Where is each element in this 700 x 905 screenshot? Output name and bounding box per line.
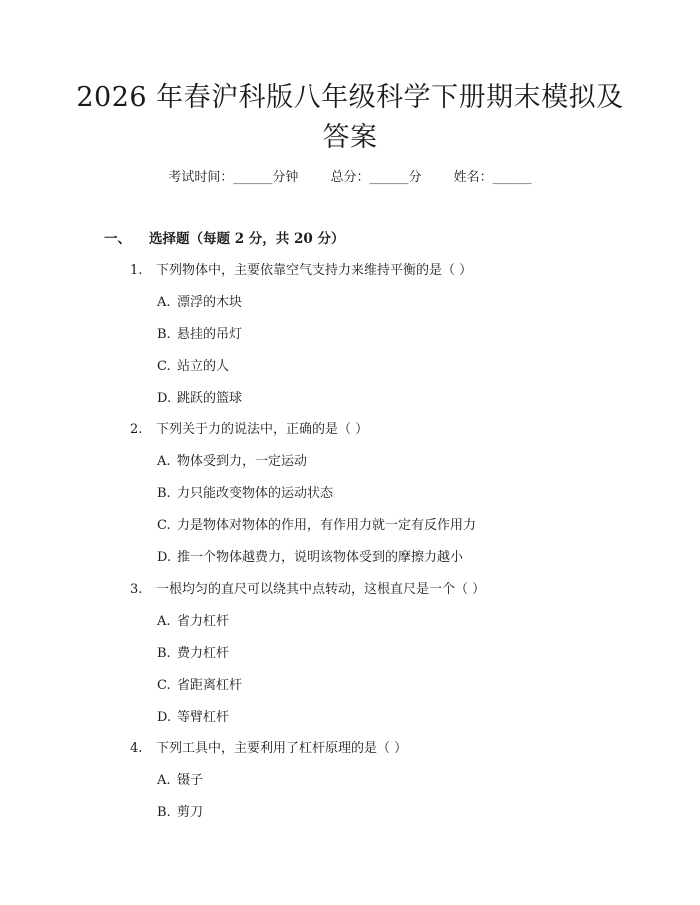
- total-score-label: 总分：______分: [330, 170, 422, 185]
- option-text: 剪刀: [177, 805, 204, 820]
- question-text: 下列关于力的说法中，正确的是（ ）: [156, 422, 369, 437]
- question-text: 一根均匀的直尺可以绕其中点转动，这根直尺是一个（ ）: [156, 582, 486, 597]
- option-letter: B.: [157, 486, 171, 501]
- question-number: 1.: [130, 263, 143, 278]
- option-letter: B.: [157, 805, 171, 820]
- option-letter: A.: [157, 773, 171, 788]
- question-number: 2.: [130, 422, 143, 437]
- option-4a: [157, 771, 203, 791]
- option-letter: B.: [157, 327, 171, 342]
- option-letter: A.: [157, 614, 171, 629]
- option-text: 物体受到力，一定运动: [177, 454, 308, 469]
- option-letter: D.: [157, 391, 172, 406]
- option-text: 推一个物体越费力，说明该物体受到的摩擦力越小: [177, 550, 464, 565]
- option-text: 力是物体对物体的作用，有作用力就一定有反作用力: [177, 518, 477, 533]
- option-letter: C.: [157, 678, 171, 693]
- option-letter: A.: [157, 295, 171, 310]
- exam-info: [0, 168, 700, 188]
- title-line-1: 2026 年春沪科版八年级科学下册期末模拟及: [76, 82, 624, 113]
- question-text: 下列工具中，主要利用了杠杆原理的是（ ）: [156, 741, 408, 756]
- title-line-2: 答案: [322, 122, 378, 153]
- option-4b: [157, 803, 203, 823]
- option-text: 跳跃的篮球: [177, 391, 243, 406]
- option-3c: [157, 676, 242, 696]
- question-text: 下列物体中，主要依靠空气支持力来维持平衡的是（ ）: [156, 263, 473, 278]
- name-label: 姓名：______: [453, 170, 532, 185]
- option-text: 等臂杠杆: [177, 710, 230, 725]
- option-letter: A.: [157, 454, 171, 469]
- option-2b: [157, 484, 333, 504]
- option-letter: D.: [157, 550, 172, 565]
- question-2: [130, 420, 368, 440]
- option-2c: [157, 516, 476, 536]
- section-title: 选择题（每题 2 分，共 20 分）: [149, 231, 345, 247]
- question-3: [130, 580, 485, 600]
- question-4: [130, 739, 407, 759]
- option-letter: C.: [157, 518, 171, 533]
- option-3d: [157, 708, 229, 728]
- option-text: 省力杠杆: [177, 614, 230, 629]
- option-text: 力只能改变物体的运动状态: [177, 486, 334, 501]
- option-1d: [157, 389, 242, 409]
- section-heading: [104, 229, 344, 249]
- option-letter: D.: [157, 710, 172, 725]
- option-text: 站立的人: [177, 359, 230, 374]
- document-title: [60, 78, 640, 158]
- option-text: 悬挂的吊灯: [177, 327, 243, 342]
- option-text: 漂浮的木块: [177, 295, 243, 310]
- option-2a: [157, 452, 307, 472]
- option-2d: [157, 548, 463, 568]
- option-3b: [157, 644, 229, 664]
- option-text: 费力杠杆: [177, 646, 230, 661]
- option-letter: C.: [157, 359, 171, 374]
- exam-time-label: 考试时间：______分钟: [168, 170, 299, 185]
- option-letter: B.: [157, 646, 171, 661]
- section-number: 一、: [104, 231, 131, 247]
- option-3a: [157, 612, 229, 632]
- option-1a: [157, 293, 242, 313]
- option-1b: [157, 325, 242, 345]
- option-1c: [157, 357, 229, 377]
- option-text: 省距离杠杆: [177, 678, 243, 693]
- question-number: 4.: [130, 741, 143, 756]
- question-1: [130, 261, 472, 281]
- question-number: 3.: [130, 582, 143, 597]
- option-text: 镊子: [177, 773, 204, 788]
